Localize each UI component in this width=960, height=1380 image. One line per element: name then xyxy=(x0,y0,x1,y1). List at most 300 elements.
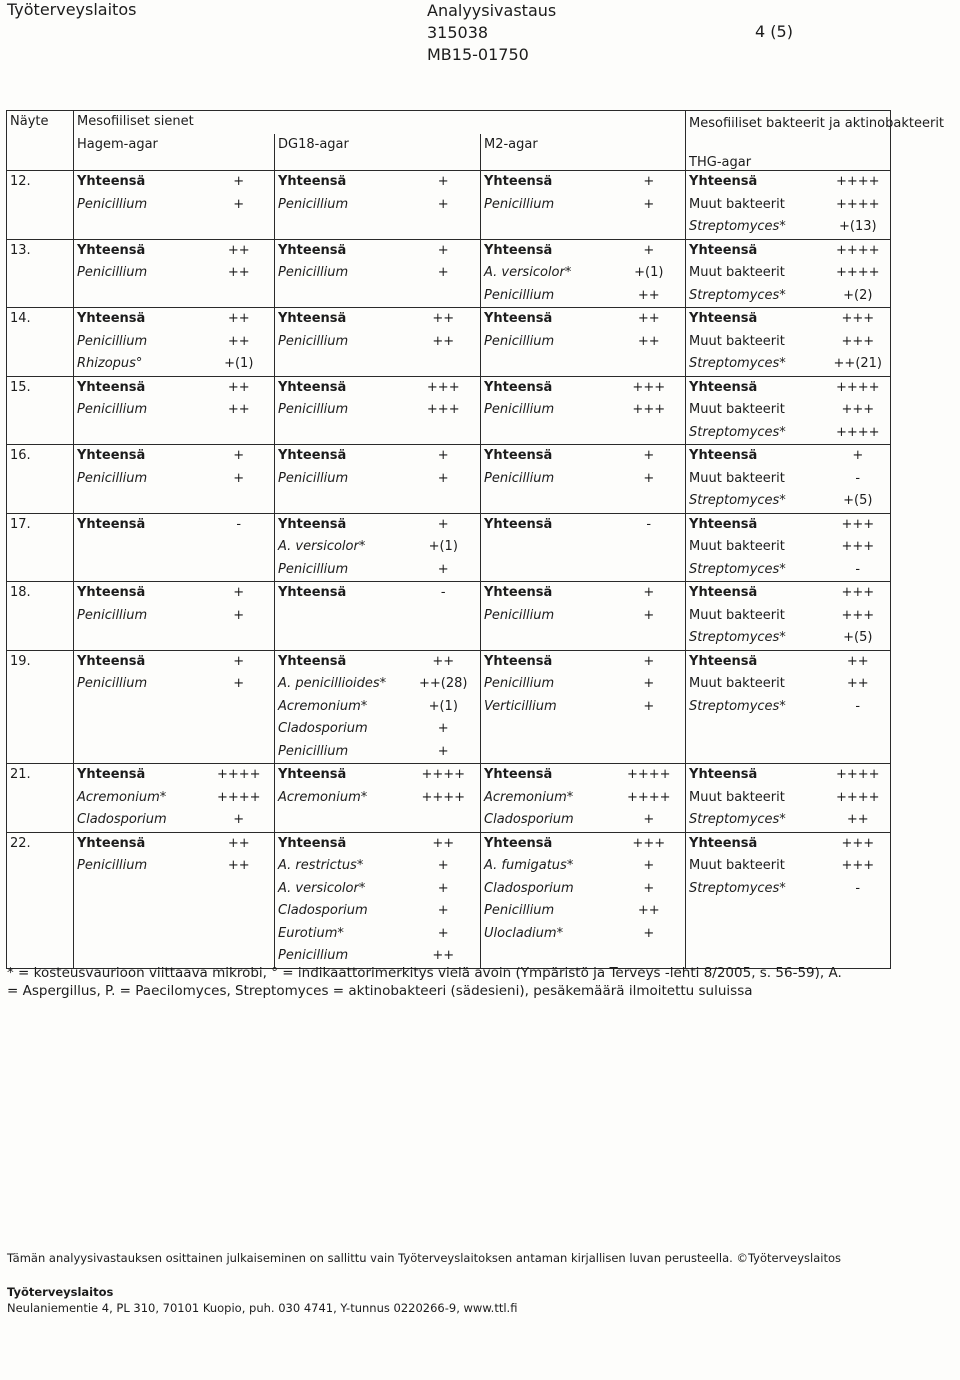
organism-cell: Penicillium xyxy=(481,285,613,308)
organism-cell: Yhteensä xyxy=(275,582,407,605)
fungi-column-header: Mesofiiliset sienet xyxy=(74,111,686,134)
sample-id: 18. xyxy=(7,582,74,605)
organism-cell xyxy=(74,285,204,308)
amount-cell: +++ xyxy=(826,308,891,331)
organism-cell: Yhteensä xyxy=(481,764,613,787)
table-row xyxy=(7,764,891,787)
amount-cell xyxy=(826,718,891,741)
amount-cell xyxy=(204,878,275,901)
amount-cell: ++++ xyxy=(613,764,686,787)
organism-cell: Yhteensä xyxy=(74,513,204,536)
amount-cell xyxy=(613,422,686,445)
results-body xyxy=(7,171,891,969)
amount-cell: ++ xyxy=(204,239,275,262)
organism-cell xyxy=(275,627,407,650)
amount-cell: + xyxy=(613,171,686,194)
organism-cell: Yhteensä xyxy=(686,764,826,787)
sample-id-empty xyxy=(7,331,74,354)
table-row xyxy=(7,923,891,946)
amount-cell: ++++ xyxy=(826,422,891,445)
amount-cell: + xyxy=(643,470,655,486)
organism-cell xyxy=(481,422,613,445)
amount-cell: - xyxy=(204,513,275,536)
organism-cell xyxy=(74,718,204,741)
amount-cell: ++++ xyxy=(826,194,891,217)
header-row-1 xyxy=(7,111,891,134)
table-row xyxy=(7,308,891,331)
organism-cell: Muut bakteerit xyxy=(686,262,826,285)
organism-cell: Penicillium xyxy=(481,468,613,491)
sample-id-empty xyxy=(7,696,74,719)
table-row xyxy=(7,490,891,513)
organism-cell xyxy=(686,741,826,764)
amount-cell: ++++ xyxy=(407,764,481,787)
organism-cell: Penicillium xyxy=(275,468,407,491)
table-row xyxy=(7,445,891,468)
bacteria-column-header xyxy=(686,111,945,157)
sample-id: 21. xyxy=(7,764,74,787)
amount-cell xyxy=(204,627,275,650)
organism-cell: Cladosporium xyxy=(74,809,204,832)
results-table xyxy=(6,110,945,969)
organism-cell xyxy=(481,353,613,376)
amount-cell: ++++ xyxy=(421,789,466,805)
m2-agar-header: M2-agar xyxy=(481,134,686,157)
amount-cell xyxy=(204,741,275,764)
amount-cell: + xyxy=(437,880,449,896)
organism-cell: Penicillium xyxy=(275,399,407,422)
organism-cell: Yhteensä xyxy=(686,445,826,468)
organism-cell: Streptomyces* xyxy=(686,353,826,376)
sample-id-empty xyxy=(7,353,74,376)
amount-cell: +++ xyxy=(826,399,891,422)
organism-cell: Yhteensä xyxy=(275,308,407,331)
amount-cell xyxy=(204,718,275,741)
amount-cell: ++ xyxy=(227,858,250,873)
organism-cell: Yhteensä xyxy=(686,582,826,605)
organism-cell xyxy=(275,216,407,239)
sample-id-empty xyxy=(7,855,74,878)
organism-cell: Yhteensä xyxy=(74,445,204,468)
amount-cell: + xyxy=(407,513,481,536)
amount-cell: ++++ xyxy=(826,239,891,262)
amount-cell: ++ xyxy=(826,673,891,696)
table-row xyxy=(7,741,891,764)
amount-cell xyxy=(407,353,481,376)
table-row xyxy=(7,216,891,239)
table-row xyxy=(7,353,891,376)
table-row xyxy=(7,422,891,445)
sample-id: 16. xyxy=(7,445,74,468)
amount-cell: ++ xyxy=(204,376,275,399)
sample-id: 22. xyxy=(7,832,74,855)
organism-cell: A. versicolor* xyxy=(275,878,407,901)
amount-cell: + xyxy=(643,812,655,827)
sample-column-header: Näyte xyxy=(7,111,74,134)
organism-cell: Yhteensä xyxy=(481,308,613,331)
amount-cell: ++ xyxy=(407,650,481,673)
amount-cell: ++ xyxy=(227,333,250,349)
organism-cell xyxy=(481,490,613,513)
organism-cell xyxy=(74,741,204,764)
amount-cell: + xyxy=(407,171,481,194)
organism-cell: Penicillium xyxy=(481,399,613,422)
sample-id: 19. xyxy=(7,650,74,673)
table-row xyxy=(7,262,891,285)
amount-cell: +(13) xyxy=(826,216,891,239)
organism-cell: Yhteensä xyxy=(275,513,407,536)
organism-cell: Penicillium xyxy=(481,605,613,628)
amount-cell: + xyxy=(233,812,245,827)
organism-cell xyxy=(74,490,204,513)
amount-cell: +++ xyxy=(407,376,481,399)
sample-id-empty xyxy=(7,627,74,650)
organism-cell: Yhteensä xyxy=(686,239,826,262)
amount-cell: ++(28) xyxy=(419,676,468,691)
organism-cell: Yhteensä xyxy=(686,832,826,855)
amount-cell: ++++ xyxy=(216,789,261,805)
amount-cell: ++ xyxy=(826,809,891,832)
amount-cell xyxy=(407,809,481,832)
table-row xyxy=(7,239,891,262)
table-row xyxy=(7,285,891,308)
amount-cell xyxy=(407,490,481,513)
amount-cell: +++ xyxy=(826,331,891,354)
organism-cell: A. restrictus* xyxy=(275,855,407,878)
footer-org: Työterveyslaitos xyxy=(7,1285,114,1299)
sample-id-empty xyxy=(7,285,74,308)
amount-cell: + xyxy=(613,650,686,673)
amount-cell xyxy=(826,923,891,946)
sample-id: 12. xyxy=(7,171,74,194)
table-row xyxy=(7,582,891,605)
amount-cell: +(5) xyxy=(826,490,891,513)
organism-cell: Muut bakteerit xyxy=(686,605,826,628)
amount-cell: ++ xyxy=(407,945,481,968)
organism-cell: Verticillium xyxy=(481,696,613,719)
amount-cell: +++ xyxy=(826,582,891,605)
amount-cell: + xyxy=(643,676,655,691)
amount-cell xyxy=(204,900,275,923)
organism-cell: Acremonium* xyxy=(481,787,613,810)
amount-cell: ++++ xyxy=(826,787,891,810)
organism-cell: Yhteensä xyxy=(481,832,613,855)
amount-cell: ++ xyxy=(432,333,455,349)
amount-cell: + xyxy=(437,925,449,941)
amount-cell: - xyxy=(826,696,891,719)
organism-cell: Yhteensä xyxy=(275,376,407,399)
organism-cell: Acremonium* xyxy=(275,696,407,719)
table-row xyxy=(7,787,891,810)
amount-cell: + xyxy=(233,196,245,212)
thg-agar-header: THG-agar xyxy=(686,156,891,171)
table-row xyxy=(7,194,891,217)
organism-cell xyxy=(686,923,826,946)
amount-cell: + xyxy=(437,721,449,736)
amount-cell: + xyxy=(437,903,449,918)
amount-cell: +(5) xyxy=(826,627,891,650)
amount-cell: + xyxy=(643,880,655,896)
amount-cell: ++ xyxy=(637,333,660,349)
sample-id: 15. xyxy=(7,376,74,399)
organism-cell: A. fumigatus* xyxy=(481,855,613,878)
amount-cell: + xyxy=(437,196,449,212)
organism-cell xyxy=(275,809,407,832)
amount-cell: - xyxy=(826,468,891,491)
organism-cell: Muut bakteerit xyxy=(686,468,826,491)
organism-cell: Yhteensä xyxy=(74,650,204,673)
organism-cell: Yhteensä xyxy=(275,239,407,262)
organism-cell: Yhteensä xyxy=(481,376,613,399)
organism-cell: Eurotium* xyxy=(275,923,407,946)
amount-cell: +++ xyxy=(826,605,891,628)
organism-cell xyxy=(74,559,204,582)
organism-cell: A. versicolor* xyxy=(481,262,613,285)
table-row xyxy=(7,855,891,878)
bacteria-header-text: Mesofiiliset bakteerit ja aktinobakteerit xyxy=(689,116,945,131)
organism-cell: Penicillium xyxy=(275,741,407,764)
organism-cell: Yhteensä xyxy=(74,832,204,855)
organism-cell: Penicillium xyxy=(74,331,204,354)
organism-cell: Yhteensä xyxy=(74,239,204,262)
organism-cell xyxy=(481,741,613,764)
amount-cell: + xyxy=(643,698,655,714)
organism-cell: Yhteensä xyxy=(686,513,826,536)
amount-cell: + xyxy=(407,239,481,262)
amount-cell: + xyxy=(437,470,449,486)
hagem-agar-header: Hagem-agar xyxy=(74,134,275,157)
organism-cell: Penicillium xyxy=(275,262,407,285)
organism-cell xyxy=(74,900,204,923)
organism-cell: Yhteensä xyxy=(275,171,407,194)
amount-cell xyxy=(204,422,275,445)
amount-cell xyxy=(613,216,686,239)
table-row xyxy=(7,171,891,194)
header-row-3 xyxy=(7,156,891,171)
table-row xyxy=(7,832,891,855)
amount-cell: +++ xyxy=(826,513,891,536)
organism-cell: Penicillium xyxy=(74,468,204,491)
amount-cell xyxy=(407,605,481,628)
table-row xyxy=(7,376,891,399)
organism-cell: Streptomyces* xyxy=(686,627,826,650)
organism-cell: Penicillium xyxy=(481,331,613,354)
organism-cell: Ulocladium* xyxy=(481,923,613,946)
organism-cell: Yhteensä xyxy=(275,650,407,673)
amount-cell: ++++ xyxy=(826,376,891,399)
organism-cell: Penicillium xyxy=(74,855,204,878)
organism-cell: Yhteensä xyxy=(481,239,613,262)
amount-cell xyxy=(204,490,275,513)
sample-id: 14. xyxy=(7,308,74,331)
organism-cell: Yhteensä xyxy=(481,445,613,468)
organism-cell: Streptomyces* xyxy=(686,559,826,582)
table-row xyxy=(7,536,891,559)
legal-notice: Tämän analyysivastauksen osittainen julkaiseminen on sallittu vain Työterveyslaitoksen antaman kirjallisen luvan perusteella. ©Työterveyslaitos xyxy=(7,1251,841,1265)
organism-cell: Yhteensä xyxy=(686,171,826,194)
table-row xyxy=(7,331,891,354)
organism-cell: Yhteensä xyxy=(74,171,204,194)
amount-cell xyxy=(204,536,275,559)
footnote: * = kosteusvaurioon viittaava mikrobi, ° = indikaattorimerkitys vielä avoin (Ympäristö ja Terveys -lehti 8/2005, s. 56-59), A. = Aspergillus, P. = Paecilomyces, Streptomyces = aktinobakteeri (sädesieni), pesäkemäärä ilmoitettu suluissa xyxy=(7,965,842,999)
doc-type: Analyysivastaus xyxy=(427,1,557,20)
organism-cell xyxy=(74,923,204,946)
organism-cell: Penicillium xyxy=(74,399,204,422)
organism-cell xyxy=(686,718,826,741)
sample-id-empty xyxy=(7,673,74,696)
amount-cell: +++ xyxy=(426,402,460,417)
amount-cell: ++++ xyxy=(826,262,891,285)
sample-id-empty xyxy=(7,605,74,628)
amount-cell xyxy=(407,285,481,308)
organism-cell xyxy=(275,285,407,308)
amount-cell: + xyxy=(204,171,275,194)
table-row xyxy=(7,809,891,832)
organism-cell xyxy=(74,696,204,719)
organism-cell: Muut bakteerit xyxy=(686,331,826,354)
organism-cell: Yhteensä xyxy=(686,308,826,331)
sample-id-empty xyxy=(7,809,74,832)
organism-cell xyxy=(275,422,407,445)
organism-cell xyxy=(481,536,613,559)
amount-cell: + xyxy=(437,858,449,873)
organism-cell: Muut bakteerit xyxy=(686,855,826,878)
organism-cell: Penicillium xyxy=(481,194,613,217)
amount-cell xyxy=(613,718,686,741)
amount-cell: ++ xyxy=(407,308,481,331)
amount-cell: ++ xyxy=(227,265,250,280)
amount-cell: ++ xyxy=(204,308,275,331)
organism-cell xyxy=(74,536,204,559)
sample-id-empty xyxy=(7,741,74,764)
table-row xyxy=(7,696,891,719)
organism-cell: Penicillium xyxy=(481,673,613,696)
organism-cell: Muut bakteerit xyxy=(686,399,826,422)
amount-cell xyxy=(204,216,275,239)
organism-cell xyxy=(481,559,613,582)
organism-cell: Yhteensä xyxy=(686,376,826,399)
amount-cell: + xyxy=(437,265,449,280)
amount-cell: +++ xyxy=(613,376,686,399)
amount-cell: +(2) xyxy=(826,285,891,308)
organism-cell: Yhteensä xyxy=(74,764,204,787)
amount-cell: + xyxy=(233,676,245,691)
organism-cell: Penicillium xyxy=(74,194,204,217)
amount-cell: ++(21) xyxy=(826,353,891,376)
amount-cell: + xyxy=(613,582,686,605)
organism-cell: Acremonium* xyxy=(275,787,407,810)
amount-cell: ++ xyxy=(613,308,686,331)
organism-cell: Yhteensä xyxy=(275,445,407,468)
amount-cell: ++++ xyxy=(826,764,891,787)
amount-cell: ++++ xyxy=(204,764,275,787)
amount-cell: + xyxy=(643,607,655,623)
amount-cell: +++ xyxy=(826,855,891,878)
amount-cell: +(1) xyxy=(224,356,254,371)
organism-cell: Muut bakteerit xyxy=(686,194,826,217)
organism-cell: Acremonium* xyxy=(74,787,204,810)
organism-cell: Cladosporium xyxy=(275,718,407,741)
organism-cell: Streptomyces* xyxy=(686,809,826,832)
organism-cell: Yhteensä xyxy=(275,832,407,855)
sample-id-empty xyxy=(7,718,74,741)
organism-cell: Penicillium xyxy=(481,900,613,923)
organism-cell: Penicillium xyxy=(275,331,407,354)
amount-cell: ++ xyxy=(227,402,250,417)
organism-cell: Yhteensä xyxy=(74,308,204,331)
sample-id-empty xyxy=(7,559,74,582)
amount-cell: + xyxy=(233,470,245,486)
organism-cell: Penicillium xyxy=(275,945,407,968)
organism-cell: Cladosporium xyxy=(481,809,613,832)
amount-cell: - xyxy=(613,513,686,536)
organism-cell: Streptomyces* xyxy=(686,696,826,719)
amount-cell xyxy=(204,923,275,946)
organism-cell: Yhteensä xyxy=(481,582,613,605)
amount-cell: - xyxy=(826,878,891,901)
table-row xyxy=(7,718,891,741)
amount-cell: + xyxy=(826,445,891,468)
organism-cell: A. versicolor* xyxy=(275,536,407,559)
sample-id-empty xyxy=(7,194,74,217)
amount-cell: + xyxy=(233,607,245,623)
table-row xyxy=(7,605,891,628)
amount-cell xyxy=(613,536,686,559)
organism-cell: Streptomyces* xyxy=(686,285,826,308)
amount-cell: + xyxy=(643,925,655,941)
sample-id-empty xyxy=(7,787,74,810)
sample-id: 13. xyxy=(7,239,74,262)
table-row xyxy=(7,878,891,901)
organism-cell: Muut bakteerit xyxy=(686,536,826,559)
amount-cell: +++ xyxy=(632,402,666,417)
table-row xyxy=(7,627,891,650)
amount-cell: +++ xyxy=(826,832,891,855)
amount-cell xyxy=(204,559,275,582)
table-row xyxy=(7,673,891,696)
organism-cell: Streptomyces* xyxy=(686,422,826,445)
table-row xyxy=(7,559,891,582)
amount-cell xyxy=(613,490,686,513)
amount-cell: +(1) xyxy=(634,265,664,280)
amount-cell: ++ xyxy=(637,287,660,303)
sample-id-empty xyxy=(7,262,74,285)
table-row xyxy=(7,468,891,491)
amount-cell: + xyxy=(437,743,449,759)
organism-cell: Yhteensä xyxy=(481,650,613,673)
sample-id: 17. xyxy=(7,513,74,536)
amount-cell xyxy=(204,285,275,308)
organism-cell: Yhteensä xyxy=(481,171,613,194)
amount-cell: ++++ xyxy=(626,789,671,805)
amount-cell: + xyxy=(643,196,655,212)
table-row xyxy=(7,513,891,536)
organism-cell: Yhteensä xyxy=(481,513,613,536)
dg18-agar-header: DG18-agar xyxy=(275,134,481,157)
amount-cell xyxy=(407,216,481,239)
organism-cell xyxy=(74,216,204,239)
amount-cell xyxy=(407,627,481,650)
organism-cell xyxy=(275,353,407,376)
sample-id-empty xyxy=(7,422,74,445)
table-row xyxy=(7,650,891,673)
sample-id-empty xyxy=(7,900,74,923)
sample-id-empty xyxy=(7,490,74,513)
amount-cell: + xyxy=(204,650,275,673)
organism-cell: A. penicillioides* xyxy=(275,673,407,696)
organism-cell: Yhteensä xyxy=(74,582,204,605)
organism-cell: Penicillium xyxy=(275,194,407,217)
